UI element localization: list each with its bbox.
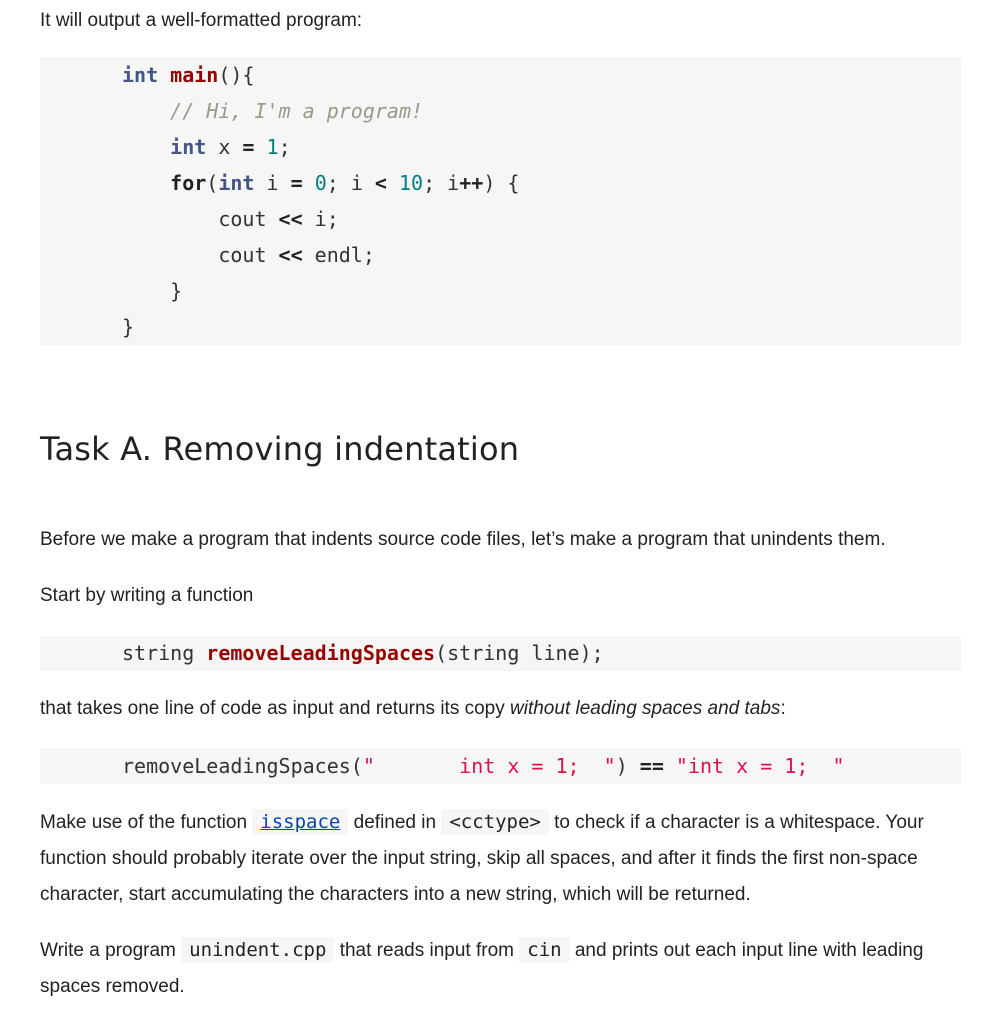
text-run: defined in: [348, 812, 442, 833]
code-token: ; i: [423, 171, 460, 195]
inline-code: <cctype>: [441, 809, 549, 835]
code-token: cout: [218, 207, 279, 231]
code-block-signature: [40, 636, 961, 671]
paragraph-write-program: [40, 932, 961, 1005]
code-line: [122, 748, 961, 784]
paragraph-takes: [40, 691, 786, 727]
code-token: 0: [314, 171, 327, 195]
paragraph-intro-task: Before we make a program that indents source code files, let’s make a program that unindents them.: [40, 529, 886, 550]
code-token: =: [242, 135, 255, 159]
isspace-link[interactable]: isspace: [252, 809, 348, 835]
inline-code: cin: [519, 937, 569, 963]
code-token: for: [170, 171, 207, 195]
code-token: (){: [218, 63, 255, 87]
code-line: [122, 273, 961, 309]
code-token: ): [615, 754, 640, 778]
code-line: [122, 201, 961, 237]
code-token: removeLeadingSpaces(: [122, 754, 363, 778]
text-run: to check if a character is a whitespace. Your function should probably iterate over the input string, skip all spaces, and after it finds the first non-space character, start accumulating the characters into a new string, which will be returned.: [40, 812, 924, 905]
emphasis-text: without leading spaces and tabs: [510, 698, 781, 719]
code-token: i: [254, 171, 291, 195]
code-token: ++: [459, 171, 484, 195]
paragraph-start: Start by writing a function: [40, 585, 254, 606]
code-line: [122, 309, 961, 345]
code-line: [122, 93, 961, 129]
code-token: string: [122, 641, 207, 665]
text-run: :: [780, 698, 786, 719]
code-token: cout: [218, 243, 279, 267]
intro-text: It will output a well-formatted program:: [40, 10, 363, 31]
code-token: <<: [278, 243, 303, 267]
code-token: =: [290, 171, 303, 195]
code-token: 1: [266, 135, 279, 159]
code-token: }: [122, 315, 135, 339]
code-token: ) {: [483, 171, 520, 195]
code-token: ==: [639, 754, 664, 778]
text-run: and prints out each input line with leading spaces removed.: [40, 940, 924, 997]
code-token: int: [218, 171, 255, 195]
code-token: i;: [302, 207, 339, 231]
code-token: <<: [278, 207, 303, 231]
code-line: [122, 57, 961, 93]
code-token: int: [122, 63, 159, 87]
code-block-example-call: [40, 748, 961, 784]
code-line: [122, 129, 961, 165]
code-token: int: [170, 135, 207, 159]
code-line: [122, 165, 961, 201]
section-heading: Task A. Removing indentation: [40, 430, 520, 468]
code-token: x: [206, 135, 243, 159]
code-string: " int x = 1; ": [362, 754, 616, 778]
code-token: <: [374, 171, 387, 195]
code-token: endl;: [302, 243, 375, 267]
text-run: Make use of the function: [40, 812, 253, 833]
code-token: main: [170, 63, 219, 87]
code-token: 10: [399, 171, 424, 195]
code-block-example: [40, 57, 961, 345]
code-string: "int x = 1; ": [663, 754, 845, 778]
text-run: that takes one line of code as input and returns its copy: [40, 698, 511, 719]
text-run: that reads input from: [334, 940, 520, 961]
paragraph-make-use: [40, 804, 961, 913]
code-line: [122, 237, 961, 273]
inline-code: unindent.cpp: [181, 937, 334, 963]
code-comment: // Hi, I'm a program!: [170, 99, 424, 123]
text-run: Write a program: [40, 940, 182, 961]
code-token: ; i: [326, 171, 375, 195]
code-token: (: [206, 171, 219, 195]
code-token: ;: [278, 135, 291, 159]
code-function-name: removeLeadingSpaces: [206, 641, 436, 665]
code-token: }: [170, 279, 183, 303]
code-line: [122, 636, 961, 671]
code-token: (string line);: [435, 641, 604, 665]
